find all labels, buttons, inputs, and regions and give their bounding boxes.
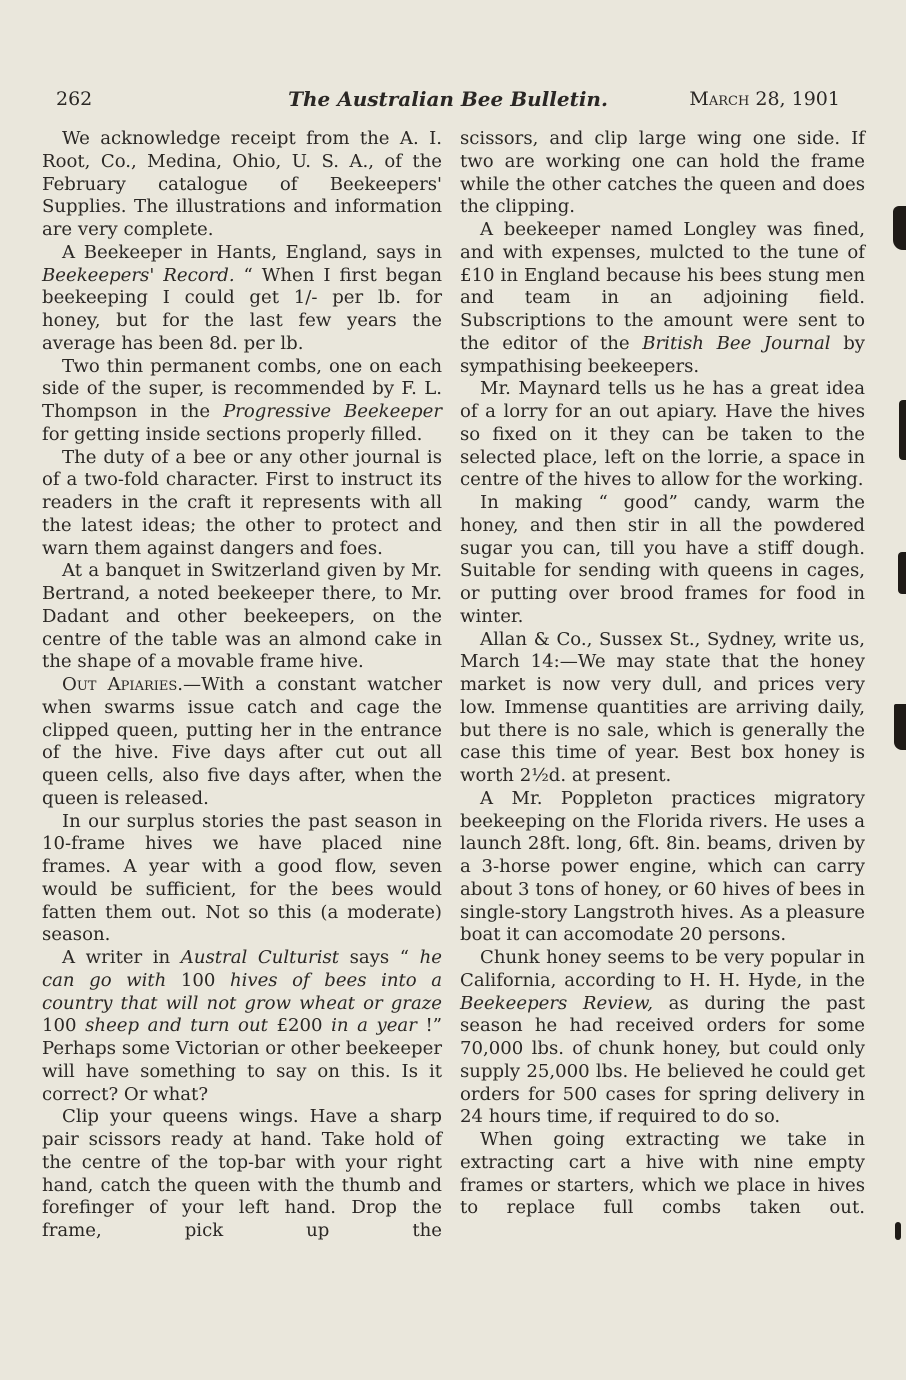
section-heading: Out Apiaries. <box>62 674 184 695</box>
paragraph-chunk-honey: Chunk honey seems to be very popular in California, according to H. H. Hyde, in the Beekeepers Review, as during the past season he had received orders for some 70,000 lbs. of chunk honey, but could only supply 25,000 lbs. He believed he could get orders for 500 cases for spring delivery in 24 hours time, if required to do so. <box>460 947 865 1128</box>
paragraph-out-apiaries: Out Apiaries.—With a constant watcher when swarms issue catch and cage the clipped queen, putting her in the entrance of the hive. Five days after cut out all queen cells, also five days after, when the queen is released. <box>42 674 443 809</box>
paragraph-hants-beekeeper: A Beekeeper in Hants, England, says in Beekeepers' Record. “ When I first began beekeeping I could get 1/- per lb. for honey, but for the last few years the average has been 8d. per lb. <box>42 241 442 354</box>
paragraph-poppleton: A Mr. Poppleton practices migratory beekeeping on the Florida rivers. He uses a launch 28ft. long, 6ft. 8in. beams, driven by a 3-horse power engine, which can carry about 3 tons of honey, or 60 hives of bees in single-story Langstroth hives. As a pleasure boat it can accomodate 20 persons. <box>460 787 865 946</box>
paragraph-root-catalogue: We acknowledge receipt from the A. I. Root, Co., Medina, Ohio, U. S. A., of the February catalogue of Beekeepers' Supplies. The illustrations and information are very complete. <box>42 128 442 240</box>
paragraph-maynard-lorry: Mr. Maynard tells us he has a great idea of a lorry for an out apiary. Have the hives so fixed on it they can be taken to the selected place, left on the lorrie, a space in centre of the hives to allow for the working. <box>460 378 865 491</box>
paragraph-banquet: At a banquet in Switzerland given by Mr. Bertrand, a noted beekeeper there, to Mr. Dadant and other beekeepers, on the centre of the table was an almond cake in the shape of a movable frame hive. <box>42 560 442 673</box>
paragraph-allan-market: Allan & Co., Sussex St., Sydney, write us, March 14:—We may state that the honey market is now very dull, and prices very low. Immense quantities are arriving daily, but there is no sale, which is generally the case this time of year. Best box honey is worth 2½d. at present. <box>460 628 865 786</box>
right-column <box>460 128 865 1220</box>
issue-date: March 28, 1901 <box>689 88 840 110</box>
paragraph-surplus-stories: In our surplus stories the past season in 10-frame hives we have placed nine frames. A year with a good flow, seven would be sufficient, for the bees would fatten them out. Not so this (a moderate) season. <box>42 810 442 946</box>
journal-title: The Australian Bee Bulletin. <box>288 87 608 111</box>
page-number: 262 <box>56 88 93 110</box>
paragraph-extracting: When going extracting we take in extracting cart a hive with nine empty frames or starters, which we place in hives to replace full combs taken out. <box>460 1129 865 1219</box>
paragraph-longley-fined: A beekeeper named Longley was fined, and with expenses, mulcted to the tune of £10 in England because his bees stung men and team in an adjoining field. Subscriptions to the amount were sent to the editor of the British Bee Journal by sympathising beekeepers. <box>460 219 865 377</box>
paragraph-austral-culturist: A writer in Austral Culturist says “ he can go with 100 hives of bees into a country that will not grow wheat or graze 100 sheep and turn out £200 in a year !” Perhaps some Victorian or other beekeeper will have something to say on this. Is it correct? Or what? <box>42 947 442 1105</box>
paragraph-permanent-combs: Two thin permanent combs, one on each side of the super, is recommended by F. L. Thompson in the Progressive Beekeeper for getting inside sections properly filled. <box>42 355 442 445</box>
paragraph-scissors-continued: scissors, and clip large wing one side. If two are working one can hold the frame while the other catches the queen and does the clipping. <box>460 128 865 218</box>
left-column <box>42 128 442 1243</box>
page-header <box>56 88 840 116</box>
paragraph-good-candy: In making “ good” candy, warm the honey, and then stir in all the powdered sugar you can, till you have a stiff dough. Suitable for sending with queens in cages, or putting over brood frames for food in winter. <box>460 492 865 627</box>
paragraph-clip-queens: Clip your queens wings. Have a sharp pair scissors ready at hand. Take hold of the centre of the top-bar with your right hand, catch the queen with the thumb and forefinger of your left hand. Drop the frame, pick up the <box>42 1106 442 1241</box>
paragraph-journal-duty: The duty of a bee or any other journal is of a two-fold character. First to instruct its readers in the craft it represents with all the latest ideas; the other to protect and warn them against dangers and foes. <box>42 446 442 559</box>
